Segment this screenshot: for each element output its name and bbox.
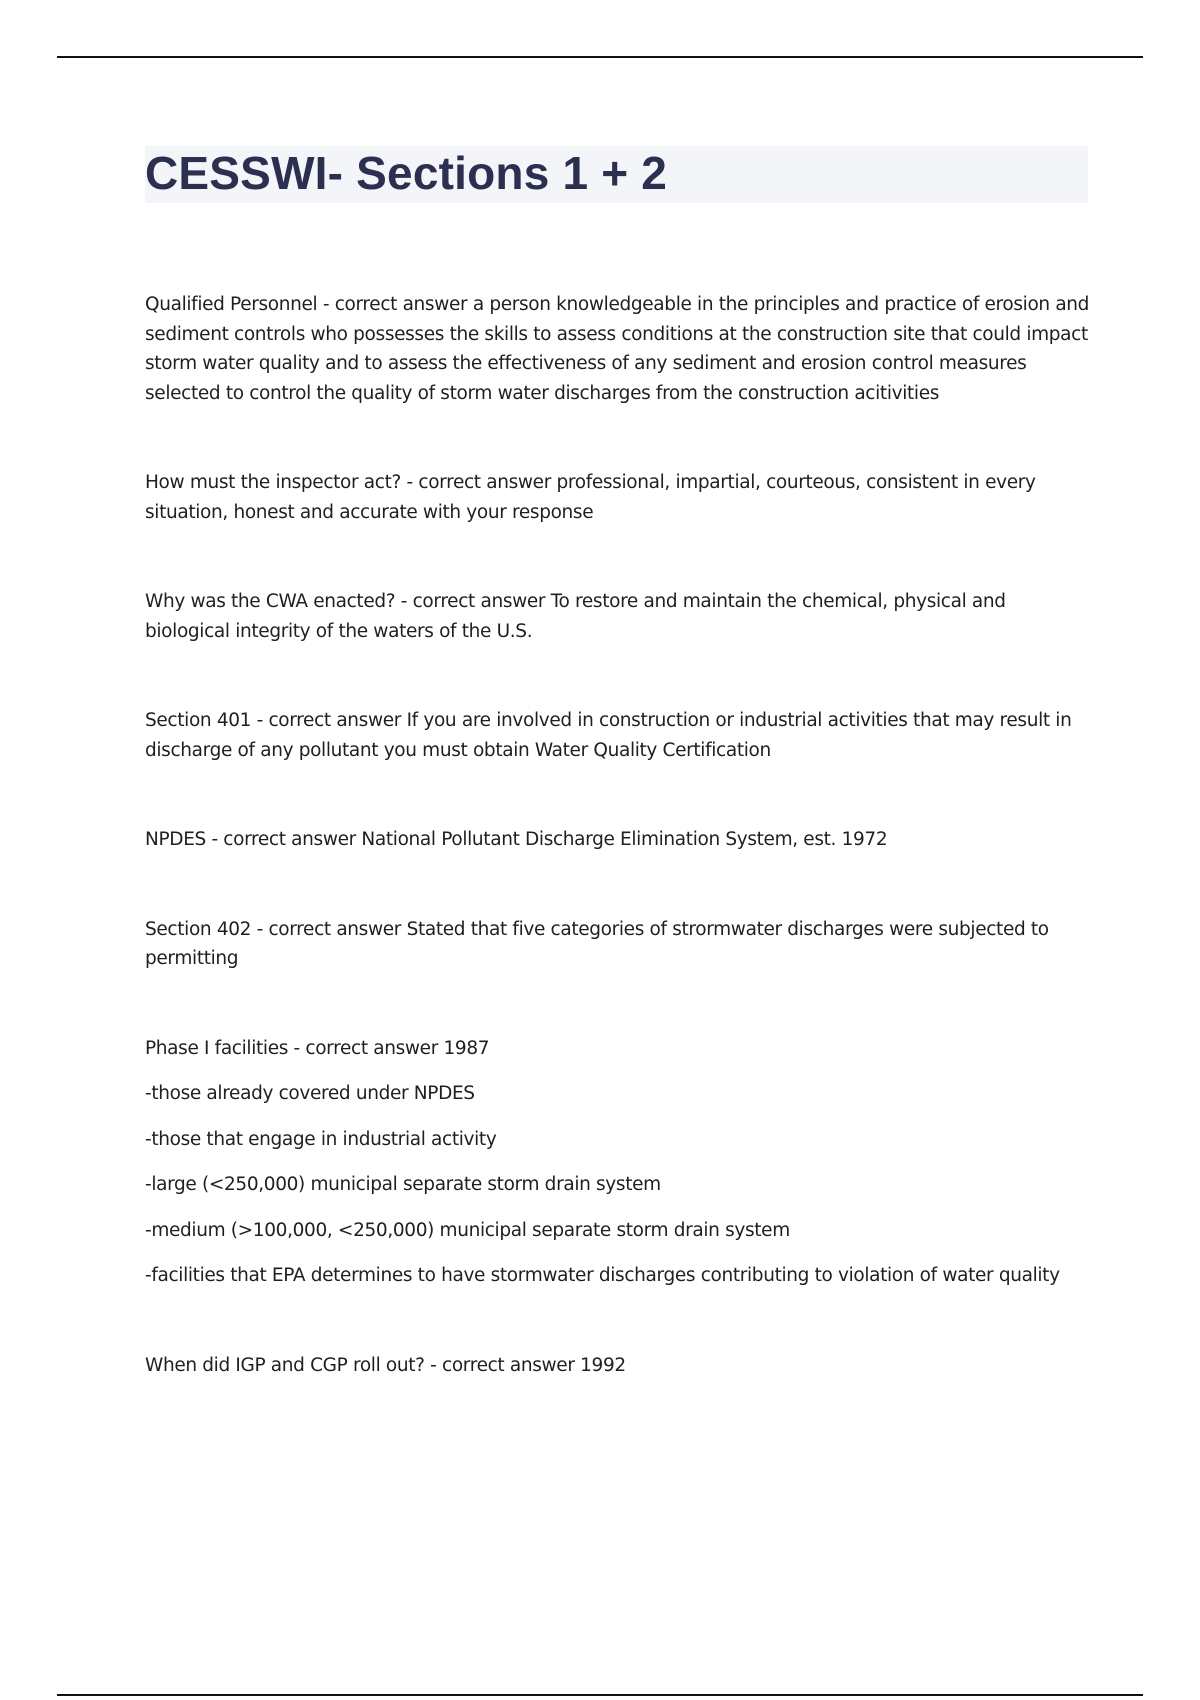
qa-entry-cwa-enacted: Why was the CWA enacted? - correct answer To restore and maintain the chemical, physical and biological integrity of the waters of the U.S. (145, 591, 1006, 642)
bottom-rule (57, 1694, 1143, 1696)
qa-entry-qualified-personnel: Qualified Personnel - correct answer a person knowledgeable in the principles and practice of erosion and sediment controls who possesses the skills to assess conditions at the construction site that could impact storm water quality and to assess the effectiveness of any sediment and erosion control measures selected to control the quality of storm water discharges from the construction acitivities (145, 294, 1090, 404)
qa-entry-igp-cgp-rollout: When did IGP and CGP roll out? - correct answer 1992 (145, 1354, 626, 1376)
qa-entry-npdes: NPDES - correct answer National Pollutant Discharge Elimination System, est. 1972 (145, 829, 888, 850)
list-item: -large (<250,000) municipal separate storm drain system (145, 1174, 661, 1195)
qa-entry-section-401: Section 401 - correct answer If you are involved in construction or industrial activities that may result in discharge of any pollutant you must obtain Water Quality Certification (145, 710, 1072, 761)
list-item: -those that engage in industrial activity (145, 1128, 497, 1150)
phase-1-facilities-list (145, 1079, 1090, 1291)
top-rule (57, 56, 1143, 58)
qa-entry-inspector-conduct: How must the inspector act? - correct answer professional, impartial, courteous, consistent in every situation, honest and accurate with your response (145, 472, 1036, 523)
qa-entry-phase-1-facilities: Phase I facilities - correct answer 1987 (145, 1037, 490, 1059)
document-title: CESSWI- Sections 1 + 2 (145, 147, 668, 199)
qa-entry-section-402: Section 402 - correct answer Stated that five categories of strormwater discharges were subjected to permitting (145, 918, 1049, 969)
document-body (145, 290, 1090, 1380)
list-item: -those already covered under NPDES (145, 1083, 475, 1104)
list-item: -medium (>100,000, <250,000) municipal separate storm drain system (145, 1219, 790, 1241)
list-item: -facilities that EPA determines to have stormwater discharges contributing to violation of water quality (145, 1265, 1060, 1286)
